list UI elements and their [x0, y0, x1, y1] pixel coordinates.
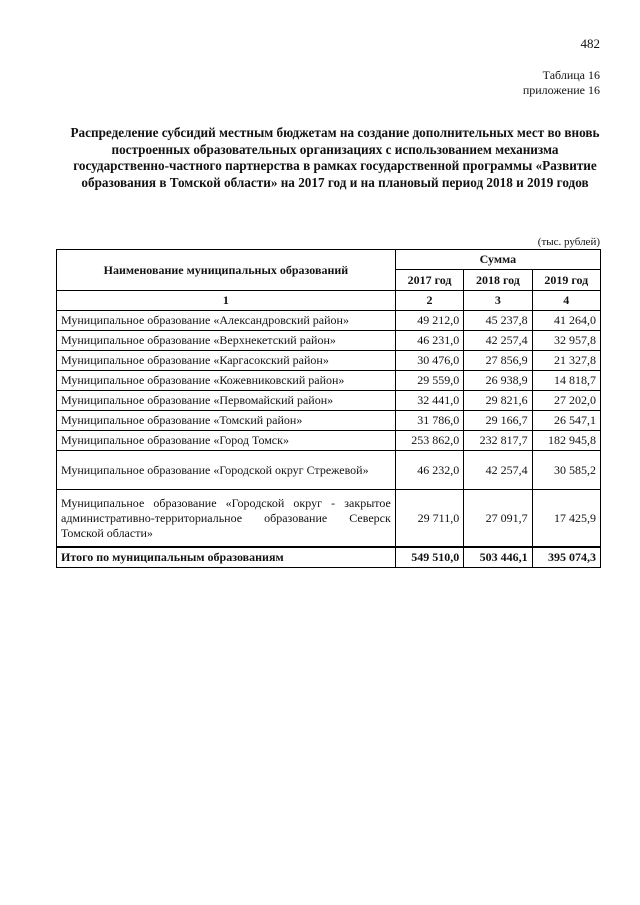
document-title: Распределение субсидий местным бюджетам на создание дополнительных мест во вновь построенных образовательных организациях с использованием механизма государственно-частного партнерства в рамках государственной программы «Развитие образования в Томской области» на 2017 год и на плановый период 2018 и 2019 годов	[70, 125, 600, 190]
header-municipality: Наименование муниципальных образований	[57, 250, 396, 291]
municipality-name: Муниципальное образование «Кожевниковский район»	[57, 371, 396, 391]
municipality-name: Муниципальное образование «Верхнекетский район»	[57, 331, 396, 351]
subsidy-table	[56, 249, 601, 568]
value-2019: 26 547,1	[532, 411, 600, 431]
total-2017: 549 510,0	[395, 547, 463, 568]
table-row	[57, 351, 601, 371]
value-2019: 30 585,2	[532, 451, 600, 490]
value-2017: 30 476,0	[395, 351, 463, 371]
value-2019: 41 264,0	[532, 311, 600, 331]
value-2018: 42 257,4	[464, 331, 532, 351]
header-sum: Сумма	[395, 250, 600, 270]
total-2019: 395 074,3	[532, 547, 600, 568]
header-year-2019: 2019 год	[532, 270, 600, 291]
total-label: Итого по муниципальным образованиям	[57, 547, 396, 568]
total-2018: 503 446,1	[464, 547, 532, 568]
value-2017: 31 786,0	[395, 411, 463, 431]
table-row	[57, 411, 601, 431]
table-row	[57, 490, 601, 548]
value-2019: 14 818,7	[532, 371, 600, 391]
value-2018: 42 257,4	[464, 451, 532, 490]
value-2018: 29 821,6	[464, 391, 532, 411]
total-row	[57, 547, 601, 568]
value-2017: 46 232,0	[395, 451, 463, 490]
column-index: 4	[532, 291, 600, 311]
municipality-name: Муниципальное образование «Каргасокский район»	[57, 351, 396, 371]
header-year-2018: 2018 год	[464, 270, 532, 291]
value-2017: 32 441,0	[395, 391, 463, 411]
value-2018: 27 856,9	[464, 351, 532, 371]
value-2017: 46 231,0	[395, 331, 463, 351]
column-index: 1	[57, 291, 396, 311]
table-reference	[523, 68, 600, 98]
municipality-name: Муниципальное образование «Александровский район»	[57, 311, 396, 331]
value-2019: 21 327,8	[532, 351, 600, 371]
value-2019: 32 957,8	[532, 331, 600, 351]
municipality-name: Муниципальное образование «Городской округ Стрежевой»	[57, 451, 396, 490]
municipality-name: Муниципальное образование «Город Томск»	[57, 431, 396, 451]
value-2018: 29 166,7	[464, 411, 532, 431]
units-label: (тыс. рублей)	[537, 236, 600, 248]
value-2017: 29 559,0	[395, 371, 463, 391]
column-index: 3	[464, 291, 532, 311]
table-row	[57, 451, 601, 490]
value-2018: 26 938,9	[464, 371, 532, 391]
table-row	[57, 371, 601, 391]
value-2018: 232 817,7	[464, 431, 532, 451]
page-number: 482	[580, 36, 600, 51]
column-index: 2	[395, 291, 463, 311]
value-2019: 27 202,0	[532, 391, 600, 411]
value-2017: 49 212,0	[395, 311, 463, 331]
value-2019: 182 945,8	[532, 431, 600, 451]
municipality-name: Муниципальное образование «Первомайский район»	[57, 391, 396, 411]
value-2017: 29 711,0	[395, 490, 463, 548]
value-2019: 17 425,9	[532, 490, 600, 548]
header-year-2017: 2017 год	[395, 270, 463, 291]
municipality-name: Муниципальное образование «Городской округ - закрытое административно-территориальное образование Северск Томской области»	[57, 490, 396, 548]
municipality-name: Муниципальное образование «Томский район»	[57, 411, 396, 431]
appendix-number: приложение 16	[522, 83, 600, 97]
table-row	[57, 311, 601, 331]
value-2018: 45 237,8	[464, 311, 532, 331]
value-2017: 253 862,0	[395, 431, 463, 451]
table-row	[57, 431, 601, 451]
table-row	[57, 391, 601, 411]
value-2018: 27 091,7	[464, 490, 532, 548]
table-row	[57, 331, 601, 351]
table-number: Таблица 16	[542, 68, 600, 82]
